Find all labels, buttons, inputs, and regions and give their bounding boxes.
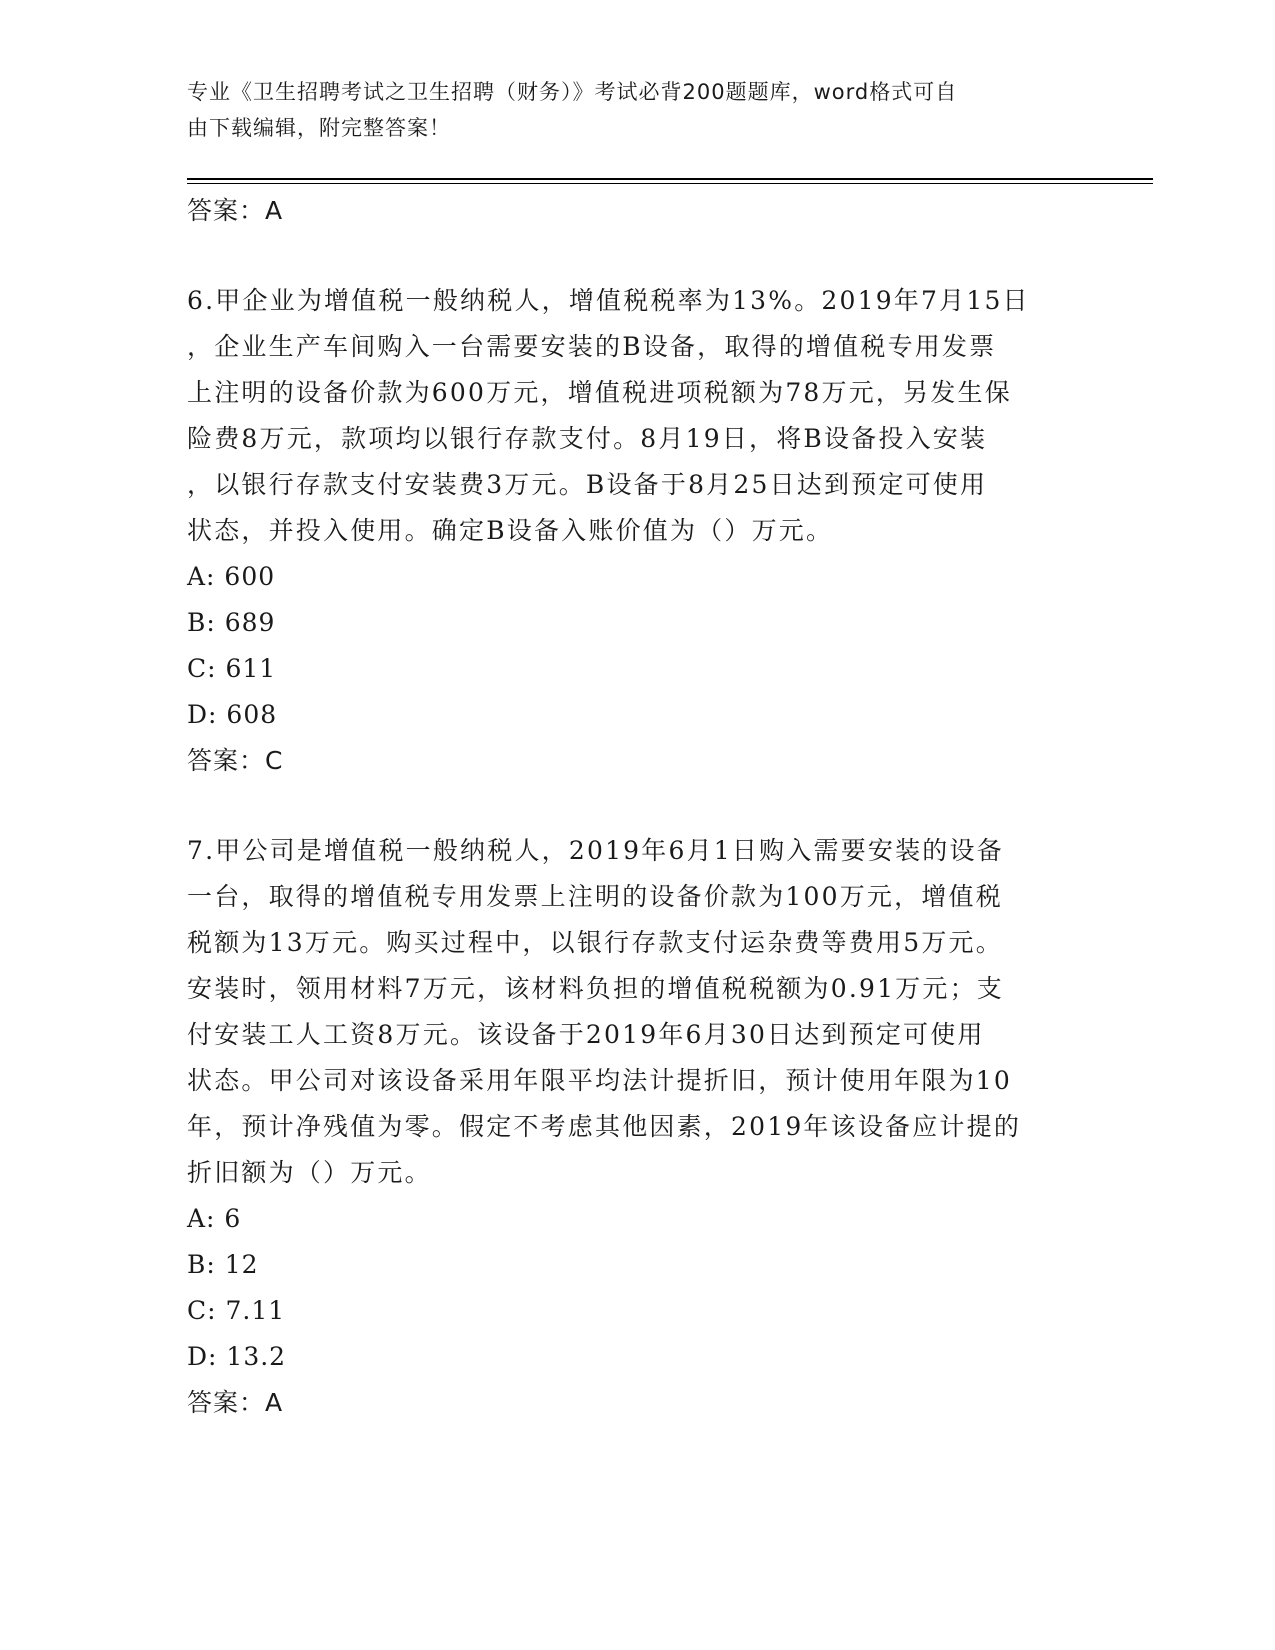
question-line: 7.甲公司是增值税一般纳税人，2019年6月1日购入需要安装的设备 [187, 836, 1004, 865]
option-c: C: 7.11 [187, 1296, 286, 1325]
header-rule-thin [187, 183, 1153, 184]
spacer [187, 234, 1067, 278]
question-block [187, 828, 1067, 1426]
option-d: D: 13.2 [187, 1342, 287, 1371]
answer-label: 答案：C [187, 746, 284, 775]
question-line: 付安装工人工资8万元。该设备于2019年6月30日达到预定可使用 [187, 1020, 985, 1049]
answer-label: 答案：A [187, 1388, 284, 1417]
document-header [187, 74, 1067, 146]
question-line: 税额为13万元。购买过程中，以银行存款支付运杂费等费用5万元。 [187, 928, 1003, 957]
option-d: D: 608 [187, 700, 278, 729]
question-line: 状态。甲公司对该设备采用年限平均法计提折旧，预计使用年限为10 [187, 1066, 1013, 1095]
question-line: 6.甲企业为增值税一般纳税人，增值税税率为13%。2019年7月15日 [187, 286, 1030, 315]
option-b: B: 689 [187, 608, 276, 637]
spacer [187, 784, 1067, 828]
question-line: 状态，并投入使用。确定B设备入账价值为（）万元。 [187, 516, 834, 545]
question-line: ，以银行存款支付安装费3万元。B设备于8月25日达到预定可使用 [187, 470, 988, 499]
previous-answer: 答案：A [187, 196, 284, 225]
question-line: 上注明的设备价款为600万元，增值税进项税额为78万元，另发生保 [187, 378, 1012, 407]
question-line: 折旧额为（）万元。 [187, 1158, 432, 1187]
question-line: 险费8万元，款项均以银行存款支付。8月19日，将B设备投入安装 [187, 424, 988, 453]
question-line: 年，预计净残值为零。假定不考虑其他因素，2019年该设备应计提的 [187, 1112, 1022, 1141]
option-a: A: 600 [187, 562, 276, 591]
option-c: C: 611 [187, 654, 277, 683]
header-rule-thick [187, 178, 1153, 180]
option-a: A: 6 [187, 1204, 242, 1233]
question-block [187, 278, 1067, 784]
document-body [187, 188, 1067, 1426]
option-b: B: 12 [187, 1250, 259, 1279]
header-line-2: 由下载编辑，附完整答案！ [187, 116, 451, 140]
question-line: ，企业生产车间购入一台需要安装的B设备，取得的增值税专用发票 [187, 332, 997, 361]
question-line: 一台，取得的增值税专用发票上注明的设备价款为100万元，增值税 [187, 882, 1003, 911]
header-line-1: 专业《卫生招聘考试之卫生招聘（财务）》考试必背200题题库，word格式可自 [187, 80, 958, 104]
question-line: 安装时，领用材料7万元，该材料负担的增值税税额为0.91万元；支 [187, 974, 1004, 1003]
